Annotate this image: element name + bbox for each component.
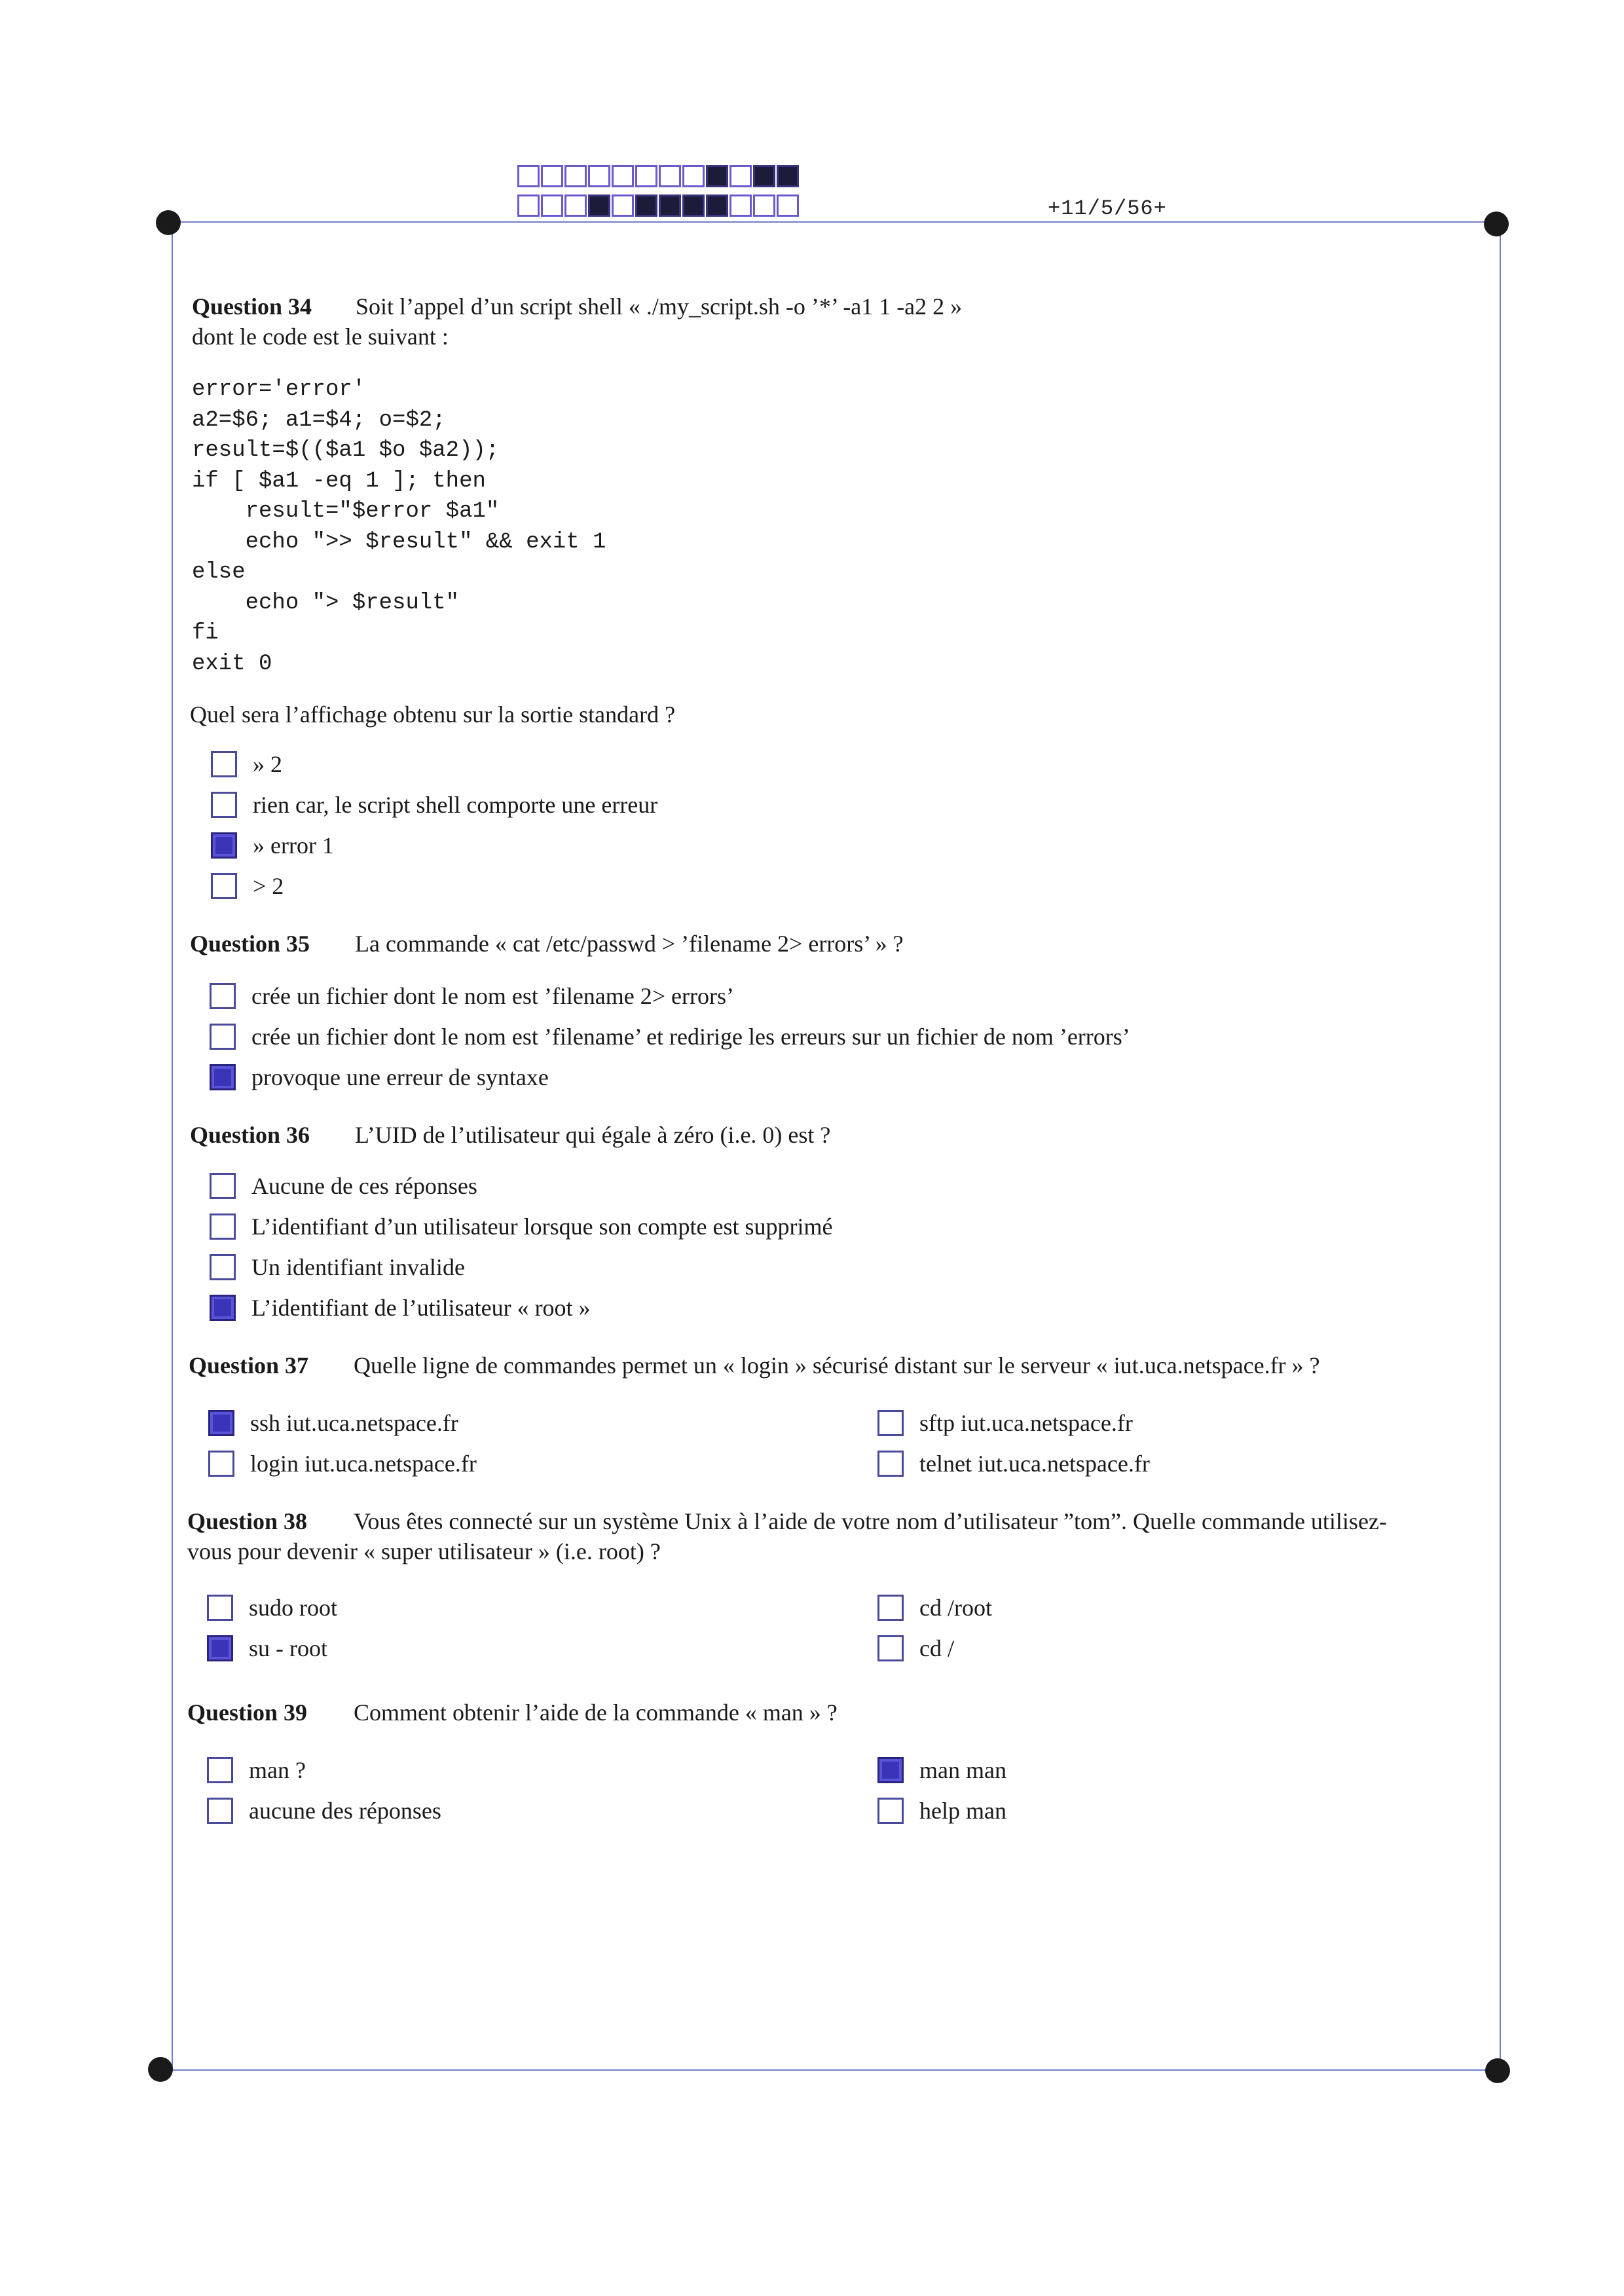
id-grid-cell	[777, 194, 799, 217]
checkbox[interactable]	[877, 1757, 904, 1783]
question-34-prompt: Quel sera l’affichage obtenu sur la sortie standard ?	[190, 701, 676, 728]
q35-option-1[interactable]	[210, 982, 734, 1010]
question-35	[190, 929, 1493, 959]
checkbox[interactable]	[210, 1295, 236, 1321]
option-label: login iut.uca.netspace.fr	[250, 1451, 477, 1477]
option-label: crée un fichier dont le nom est ’filename 2> errors’	[251, 983, 734, 1009]
id-grid-cell	[682, 165, 705, 187]
question-number: Question 35	[190, 931, 310, 957]
corner-mark-bottom-right	[1485, 2058, 1510, 2083]
id-grid-cell	[706, 165, 728, 187]
id-grid-cell	[517, 194, 540, 217]
option-label: telnet iut.uca.netspace.fr	[919, 1451, 1150, 1477]
checkbox[interactable]	[211, 751, 237, 777]
option-label: sftp iut.uca.netspace.fr	[919, 1410, 1133, 1436]
option-label: rien car, le script shell comporte une erreur	[253, 792, 658, 818]
question-number: Question 34	[192, 293, 312, 320]
q34-option-3[interactable]	[211, 832, 334, 859]
option-label: L’identifiant de l’utilisateur « root »	[251, 1295, 591, 1321]
option-label: crée un fichier dont le nom est ’filename’ et redirige les erreurs sur un fichier de nom ’errors’	[251, 1024, 1130, 1050]
question-39	[187, 1697, 1490, 1728]
option-label: » error 1	[253, 832, 334, 859]
id-grid-cell	[706, 194, 728, 217]
corner-mark-top-right	[1484, 212, 1509, 236]
q34-option-4[interactable]	[211, 872, 284, 900]
id-grid-cell	[564, 194, 587, 217]
id-grid-cell	[729, 194, 752, 217]
option-label: su - root	[249, 1635, 327, 1661]
question-38	[187, 1506, 1494, 1566]
question-text: Comment obtenir l’aide de la commande « man » ?	[354, 1699, 838, 1726]
checkbox[interactable]	[877, 1798, 904, 1824]
option-label: » 2	[253, 751, 282, 777]
q36-option-1[interactable]	[210, 1172, 477, 1200]
q36-option-3[interactable]	[210, 1253, 465, 1281]
frame-bottom-line	[162, 2069, 1509, 2071]
checkbox[interactable]	[210, 1024, 236, 1050]
id-grid-cell	[541, 194, 563, 217]
question-34	[192, 291, 1495, 352]
id-grid-cell	[612, 194, 634, 217]
checkbox[interactable]	[210, 1213, 236, 1240]
question-number: Question 37	[189, 1352, 309, 1379]
q38-option-3[interactable]	[877, 1594, 992, 1621]
id-grid-cell	[588, 194, 610, 217]
checkbox[interactable]	[207, 1635, 233, 1661]
checkbox[interactable]	[211, 873, 237, 899]
id-grid-row-2	[517, 194, 800, 221]
question-text-continued: dont le code est le suivant :	[192, 324, 449, 350]
option-label: man ?	[249, 1757, 306, 1783]
id-grid-cell	[753, 194, 775, 217]
q35-option-2[interactable]	[210, 1023, 1130, 1050]
checkbox[interactable]	[210, 1064, 236, 1090]
checkbox[interactable]	[877, 1635, 904, 1661]
q36-option-2[interactable]	[210, 1213, 833, 1240]
question-number: Question 38	[187, 1508, 308, 1534]
q34-option-2[interactable]	[211, 791, 657, 819]
option-label: L’identifiant d’un utilisateur lorsque son compte est supprimé	[251, 1213, 833, 1240]
id-grid-cell	[564, 165, 587, 187]
question-text: L’UID de l’utilisateur qui égale à zéro (i.e. 0) est ?	[355, 1122, 831, 1148]
checkbox[interactable]	[208, 1410, 234, 1436]
option-label: man man	[919, 1757, 1006, 1783]
question-number: Question 39	[187, 1699, 308, 1726]
option-label: Un identifiant invalide	[251, 1254, 465, 1280]
id-grid-cell	[753, 165, 775, 187]
question-text: Vous êtes connecté sur un système Unix à l’aide de votre nom d’utilisateur ”tom”. Quelle commande utilisez-	[354, 1508, 1387, 1534]
question-36	[190, 1120, 1493, 1150]
frame-top-line	[172, 221, 1500, 223]
checkbox[interactable]	[210, 983, 236, 1009]
id-grid-cell	[777, 165, 799, 187]
q38-option-2[interactable]	[207, 1635, 327, 1662]
checkbox[interactable]	[210, 1173, 236, 1199]
q37-option-2[interactable]	[208, 1450, 477, 1477]
q35-option-3[interactable]	[210, 1064, 549, 1091]
frame-left-line	[172, 221, 173, 2069]
q37-option-4[interactable]	[877, 1450, 1150, 1477]
checkbox[interactable]	[211, 792, 237, 818]
q36-option-4[interactable]	[210, 1294, 591, 1322]
q39-option-2[interactable]	[207, 1797, 441, 1824]
q39-option-4[interactable]	[877, 1797, 1006, 1824]
checkbox[interactable]	[210, 1254, 236, 1280]
shell-script-code: error='error' a2=$6; a1=$4; o=$2; result=$(($a1 $o $a2)); if [ $a1 -eq 1 ]; then result="$error $a1" echo ">> $result" && exit 1 else echo "> $result" fi exit 0	[192, 377, 606, 676]
option-label: sudo root	[249, 1595, 337, 1621]
checkbox[interactable]	[207, 1757, 233, 1783]
corner-mark-bottom-left	[148, 2057, 173, 2082]
id-grid-cell	[682, 194, 705, 217]
option-label: cd /	[919, 1635, 954, 1661]
q34-option-1[interactable]	[211, 750, 282, 778]
q37-option-1[interactable]	[208, 1409, 458, 1437]
checkbox[interactable]	[877, 1410, 904, 1436]
question-number: Question 36	[190, 1122, 310, 1148]
id-grid-cell	[659, 194, 681, 217]
sheet-id-grid	[517, 165, 800, 224]
q39-option-1[interactable]	[207, 1756, 306, 1784]
option-label: ssh iut.uca.netspace.fr	[250, 1410, 458, 1436]
checkbox[interactable]	[207, 1798, 233, 1824]
option-label: > 2	[253, 873, 284, 899]
question-37	[189, 1350, 1492, 1380]
checkbox[interactable]	[208, 1451, 234, 1477]
q38-option-4[interactable]	[877, 1635, 954, 1662]
question-text: Soit l’appel d’un script shell « ./my_script.sh -o ’*’ -a1 1 -a2 2 »	[356, 293, 963, 320]
option-label: aucune des réponses	[249, 1798, 441, 1824]
id-grid-cell	[635, 194, 657, 217]
checkbox[interactable]	[877, 1595, 904, 1621]
corner-mark-top-left	[156, 210, 181, 235]
option-label: help man	[919, 1798, 1006, 1824]
checkbox[interactable]	[211, 832, 237, 859]
checkbox[interactable]	[207, 1595, 233, 1621]
option-label: Aucune de ces réponses	[251, 1173, 477, 1199]
id-grid-cell	[659, 165, 681, 187]
id-grid-cell	[729, 165, 752, 187]
id-grid-cell	[635, 165, 657, 187]
id-grid-row-1	[517, 165, 800, 191]
id-grid-cell	[612, 165, 634, 187]
question-text-continued: vous pour devenir « super utilisateur » (i.e. root) ?	[187, 1538, 661, 1565]
page-code: +11/5/56+	[1048, 196, 1167, 221]
option-label: provoque une erreur de syntaxe	[251, 1064, 549, 1090]
id-grid-cell	[541, 165, 563, 187]
frame-right-line	[1500, 221, 1501, 2069]
id-grid-cell	[588, 165, 610, 187]
id-grid-cell	[517, 165, 540, 187]
option-label: cd /root	[919, 1595, 992, 1621]
checkbox[interactable]	[877, 1451, 904, 1477]
question-text: La commande « cat /etc/passwd > ’filename 2> errors’ » ?	[355, 931, 904, 957]
q38-option-1[interactable]	[207, 1594, 337, 1621]
q39-option-3[interactable]	[877, 1756, 1006, 1784]
question-text: Quelle ligne de commandes permet un « login » sécurisé distant sur le serveur « iut.uca.netspace.fr » ?	[354, 1352, 1320, 1379]
q37-option-3[interactable]	[877, 1409, 1133, 1437]
